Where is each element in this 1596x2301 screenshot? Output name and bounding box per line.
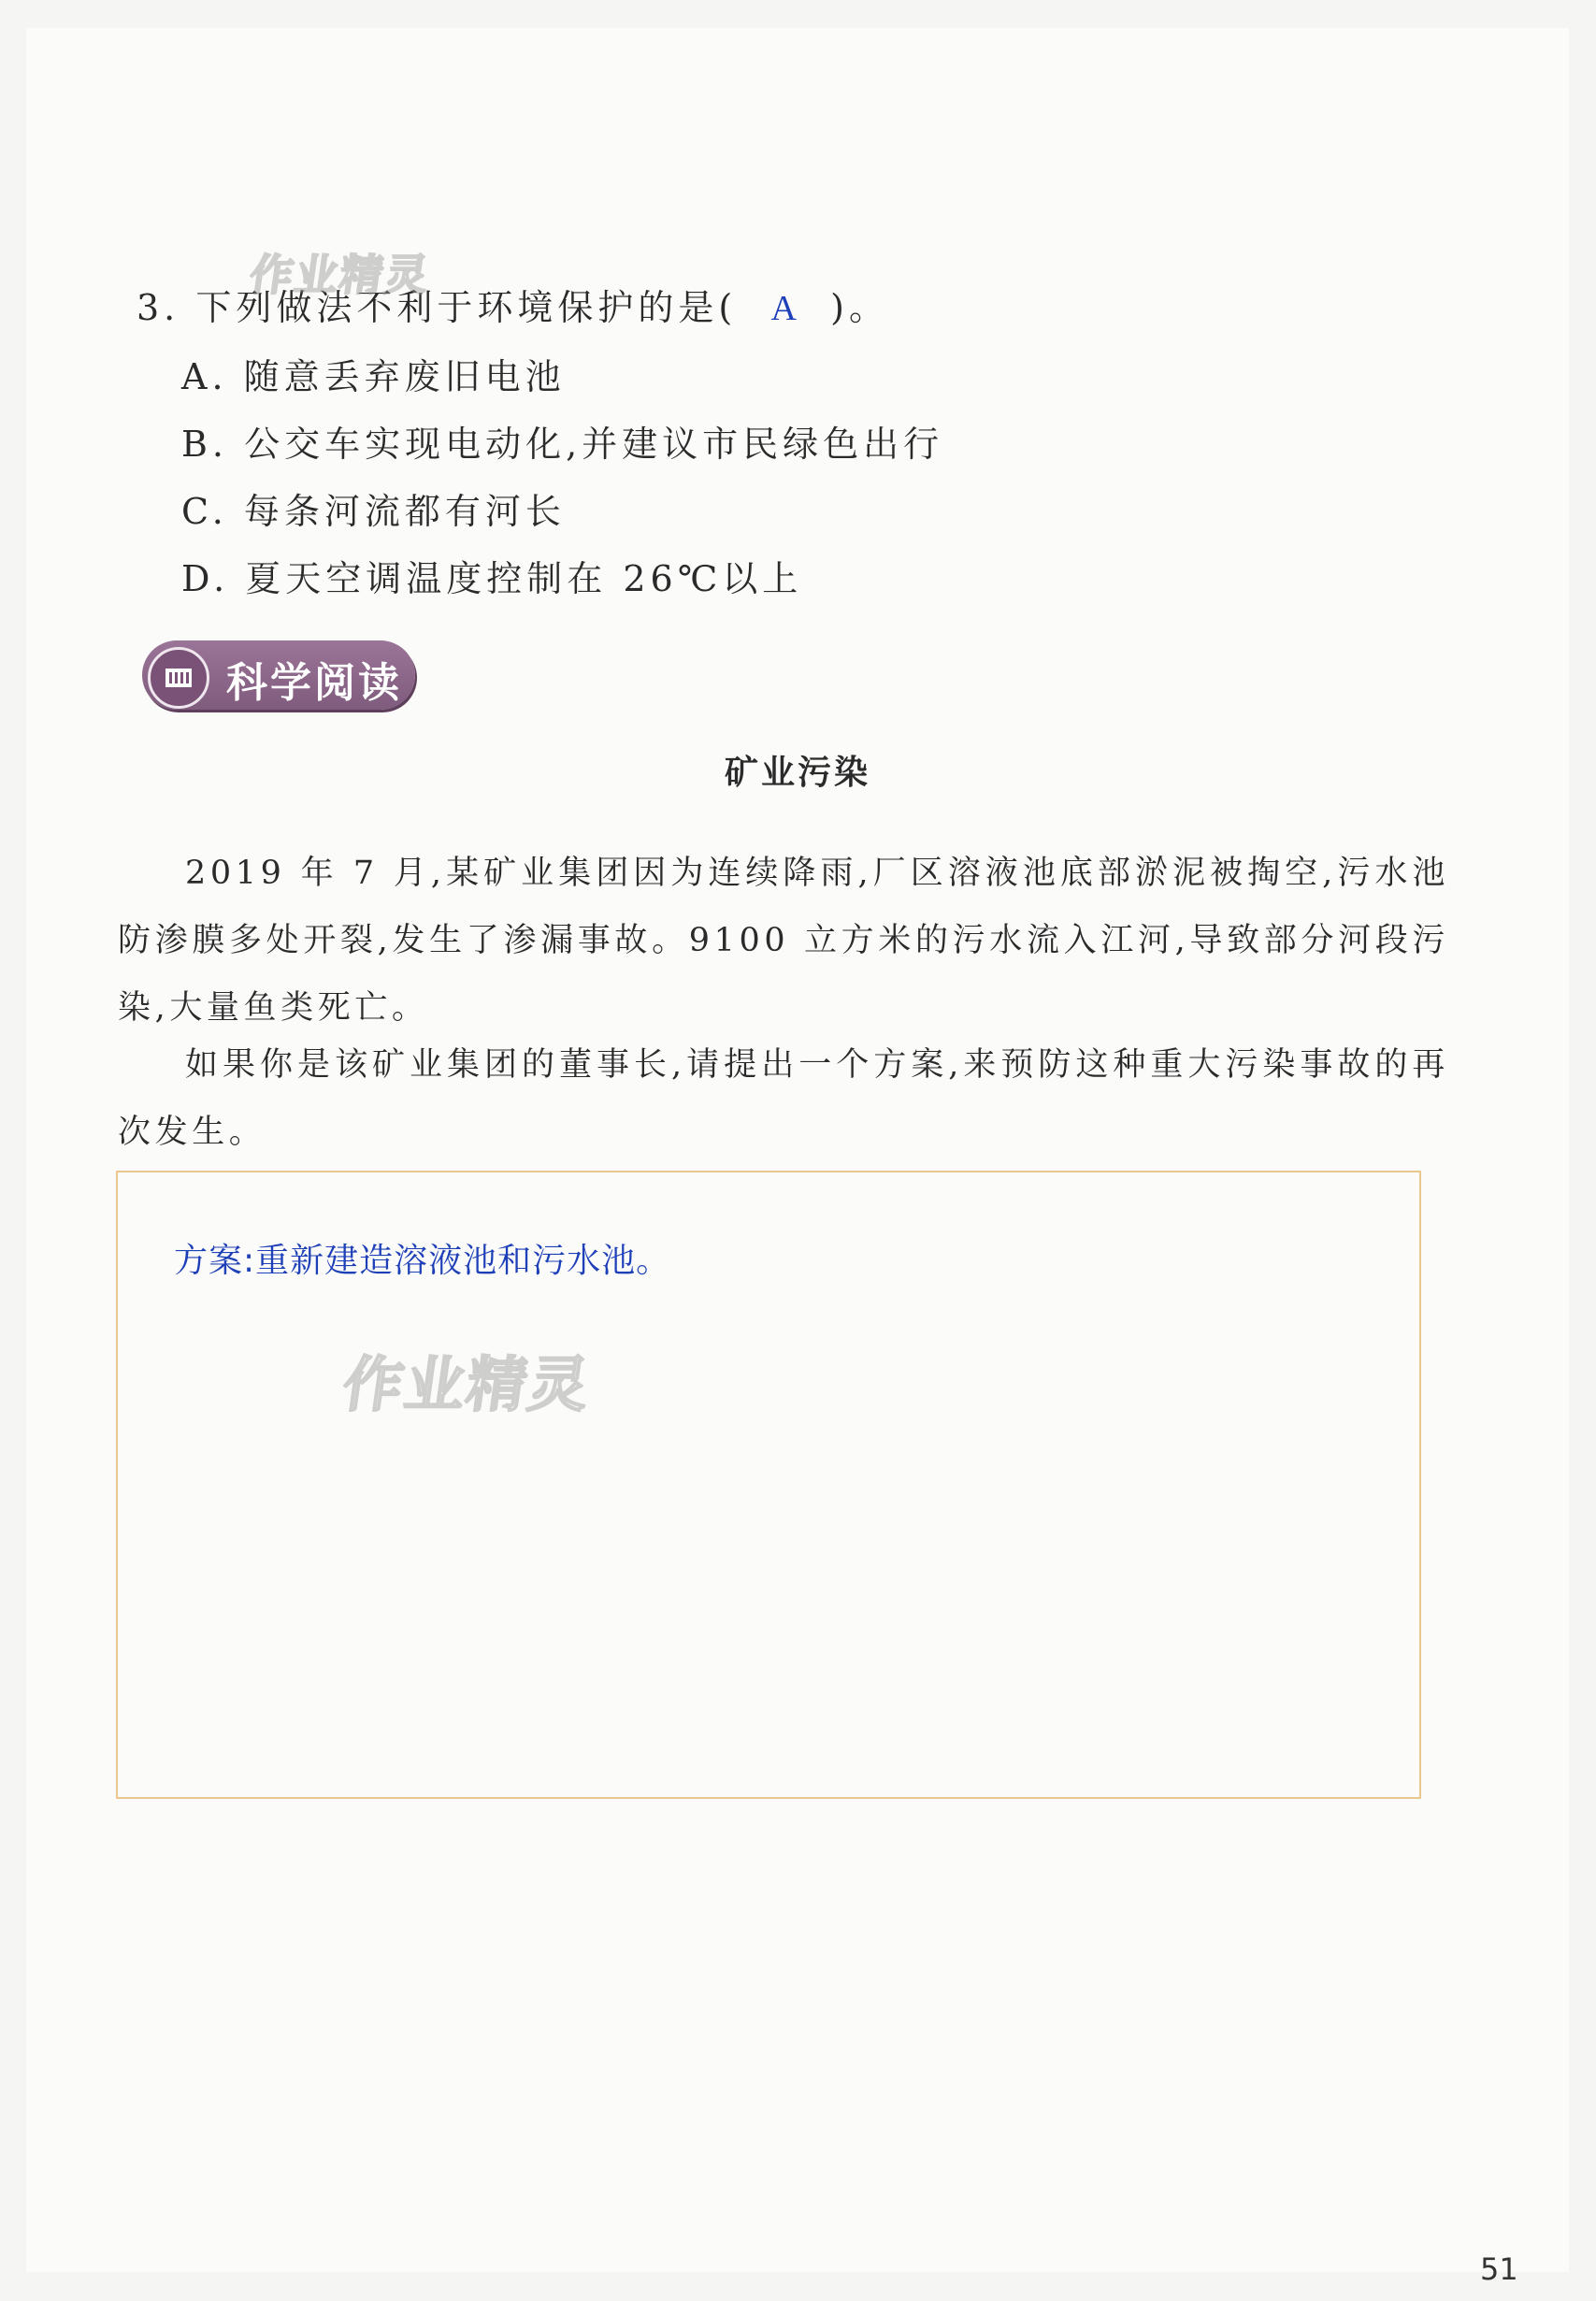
answer-box [116, 1171, 1421, 1799]
question-stem-end: )。 [830, 287, 889, 328]
option-b: B. 公交车实现电动化,并建议市民绿色出行 [181, 424, 944, 465]
section-badge [142, 640, 415, 710]
question-stem-text: 3. 下列做法不利于环境保护的是( [137, 287, 738, 328]
books-icon [165, 667, 193, 689]
option-a: A. 随意丢弃废旧电池 [181, 356, 566, 397]
page-number: 51 [1480, 2251, 1518, 2287]
article-paragraph-2: 如果你是该矿业集团的董事长,请提出一个方案,来预防这种重大污染事故的再次发生。 [118, 1046, 1449, 1151]
article-title: 矿业污染 [724, 754, 870, 792]
page [26, 28, 1569, 2287]
watermark-box: 作业精灵 [338, 1351, 596, 1420]
option-c: C. 每条河流都有河长 [181, 491, 566, 532]
article-paragraph-1: 2019 年 7 月,某矿业集团因为连续降雨,厂区溶液池底部淤泥被掏空,污水池防渗膜多处开裂,发生了渗漏事故。9100 立方米的污水流入江河,导致部分河段污染,大量鱼类死亡。 [118, 855, 1449, 1027]
watermark-top: 作业精灵 [246, 250, 434, 300]
section-title: 科学阅读 [226, 659, 402, 707]
badge-circle [148, 647, 209, 709]
filled-answer: A [770, 289, 797, 328]
option-d: D. 夏天空调温度控制在 26℃以上 [181, 558, 803, 599]
answer-text: 方案:重新建造溶液池和污水池。 [174, 1242, 671, 1280]
